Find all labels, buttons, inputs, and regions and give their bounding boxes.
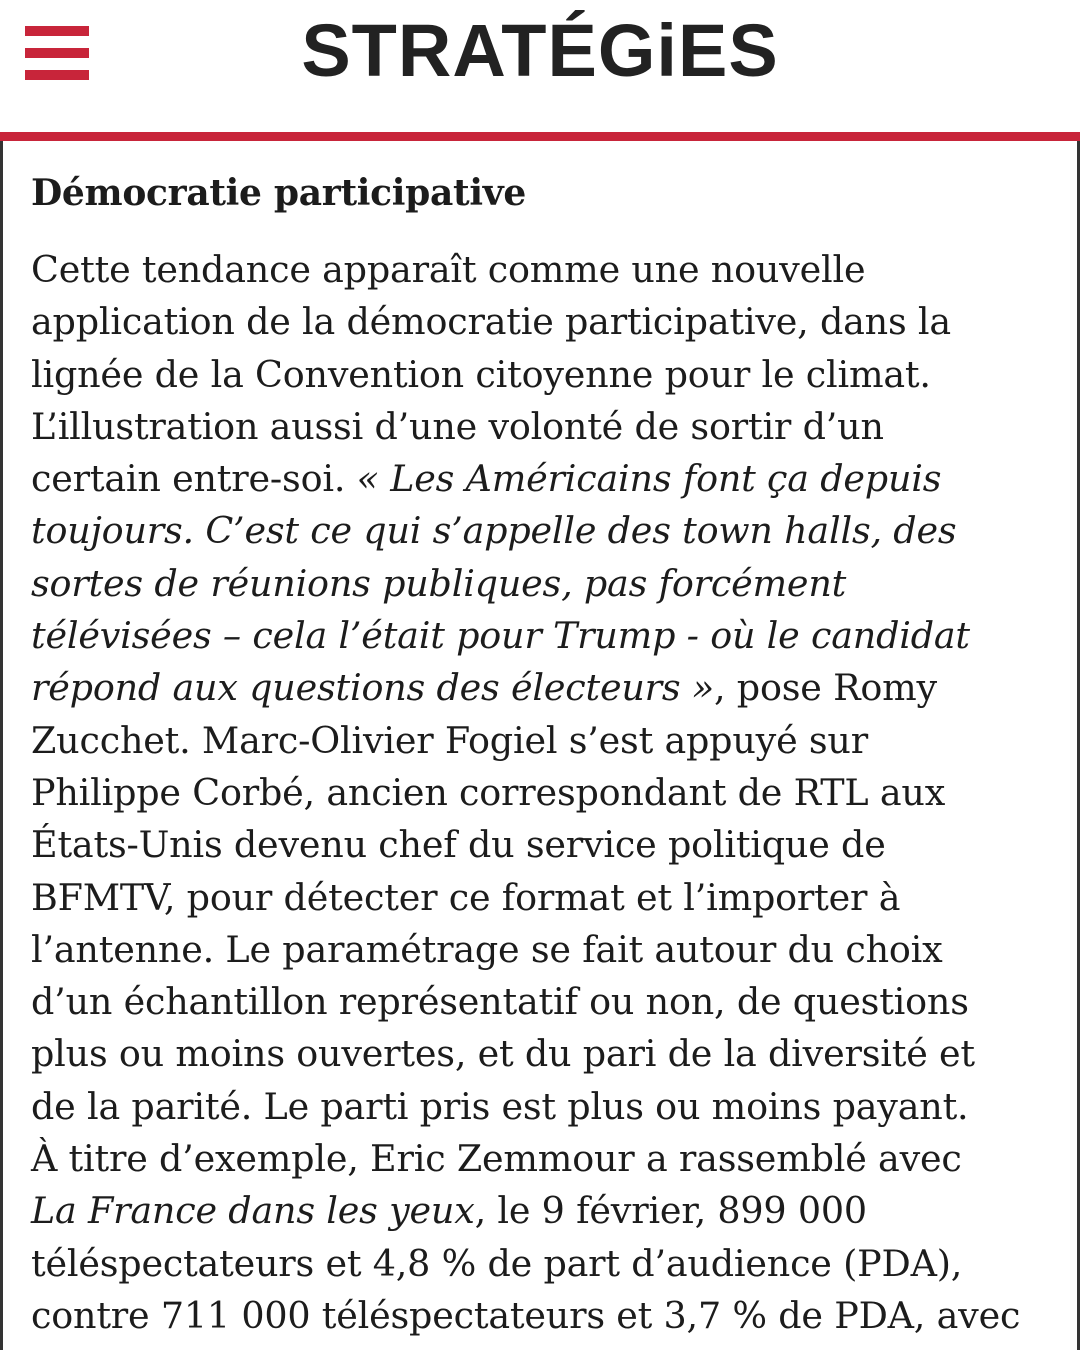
article-line — [31, 349, 1061, 401]
article-line — [31, 1028, 1061, 1080]
body-text: contre 711 000 téléspectateurs et 3,7 % de PDA, avec — [31, 1293, 1021, 1337]
article-line — [31, 976, 1061, 1028]
body-text: plus ou moins ouvertes, et du pari de la diversité et — [31, 1032, 975, 1076]
article-line — [31, 715, 1061, 767]
italic-text: toujours. C’est ce qui s’appelle des town halls, des — [31, 509, 957, 553]
body-text: États-Unis devenu chef du service politique de — [31, 823, 886, 867]
article-line — [31, 505, 1061, 557]
brand-logo[interactable]: STRATÉGiES — [301, 9, 779, 92]
article-line — [31, 767, 1061, 819]
article-line — [31, 872, 1061, 924]
body-text: BFMTV, pour détecter ce format et l’importer à — [31, 875, 901, 919]
article-line — [31, 244, 1061, 296]
body-text: Cette tendance apparaît comme une nouvelle — [31, 248, 866, 291]
article-line — [31, 610, 1061, 662]
article-line — [31, 453, 1061, 505]
article-body — [31, 165, 1061, 1342]
article-line — [31, 662, 1061, 714]
body-text: Philippe Corbé, ancien correspondant de RTL aux — [31, 770, 946, 814]
body-text: , pose Romy — [714, 666, 937, 710]
article-line — [31, 1290, 1061, 1342]
article-line — [31, 1133, 1061, 1185]
italic-text: télévisées – cela l’était pour Trump - où le candidat — [31, 614, 970, 658]
body-text: d’un échantillon représentatif ou non, de questions — [31, 980, 969, 1024]
italic-text: « Les Américains font ça depuis — [356, 457, 942, 501]
article-line — [31, 1185, 1061, 1237]
italic-text: La France dans les yeux — [31, 1189, 475, 1233]
italic-text: répond aux questions des électeurs » — [31, 666, 714, 710]
article-paragraph — [31, 244, 1061, 1342]
header-divider — [0, 132, 1080, 141]
body-text: Zucchet. Marc-Olivier Fogiel s’est appuyé sur — [31, 718, 868, 762]
article-line — [31, 924, 1061, 976]
site-header — [0, 0, 1080, 132]
section-heading: Démocratie participative — [31, 172, 526, 214]
italic-text: sortes de réunions publiques, pas forcément — [31, 561, 847, 605]
article-line — [31, 296, 1061, 348]
article-line — [31, 558, 1061, 610]
body-text: certain entre-soi. — [31, 457, 357, 501]
body-text: de la parité. Le parti pris est plus ou moins payant. — [31, 1084, 969, 1128]
article-line — [31, 1081, 1061, 1133]
body-text: téléspectateurs et 4,8 % de part d’audience (PDA), — [31, 1241, 963, 1285]
body-text: , le 9 février, 899 000 — [474, 1189, 867, 1233]
body-text: lignée de la Convention citoyenne pour le climat. — [31, 352, 931, 396]
body-text: À titre d’exemple, Eric Zemmour a rassemblé avec — [31, 1137, 962, 1181]
body-text: L’illustration aussi d’une volonté de sortir d’un — [31, 404, 884, 448]
body-text: application de la démocratie participative, dans la — [31, 300, 951, 344]
article-line — [31, 1238, 1061, 1290]
article-line — [31, 401, 1061, 453]
article-line — [31, 819, 1061, 871]
body-text: l’antenne. Le paramétrage se fait autour du choix — [31, 927, 943, 971]
